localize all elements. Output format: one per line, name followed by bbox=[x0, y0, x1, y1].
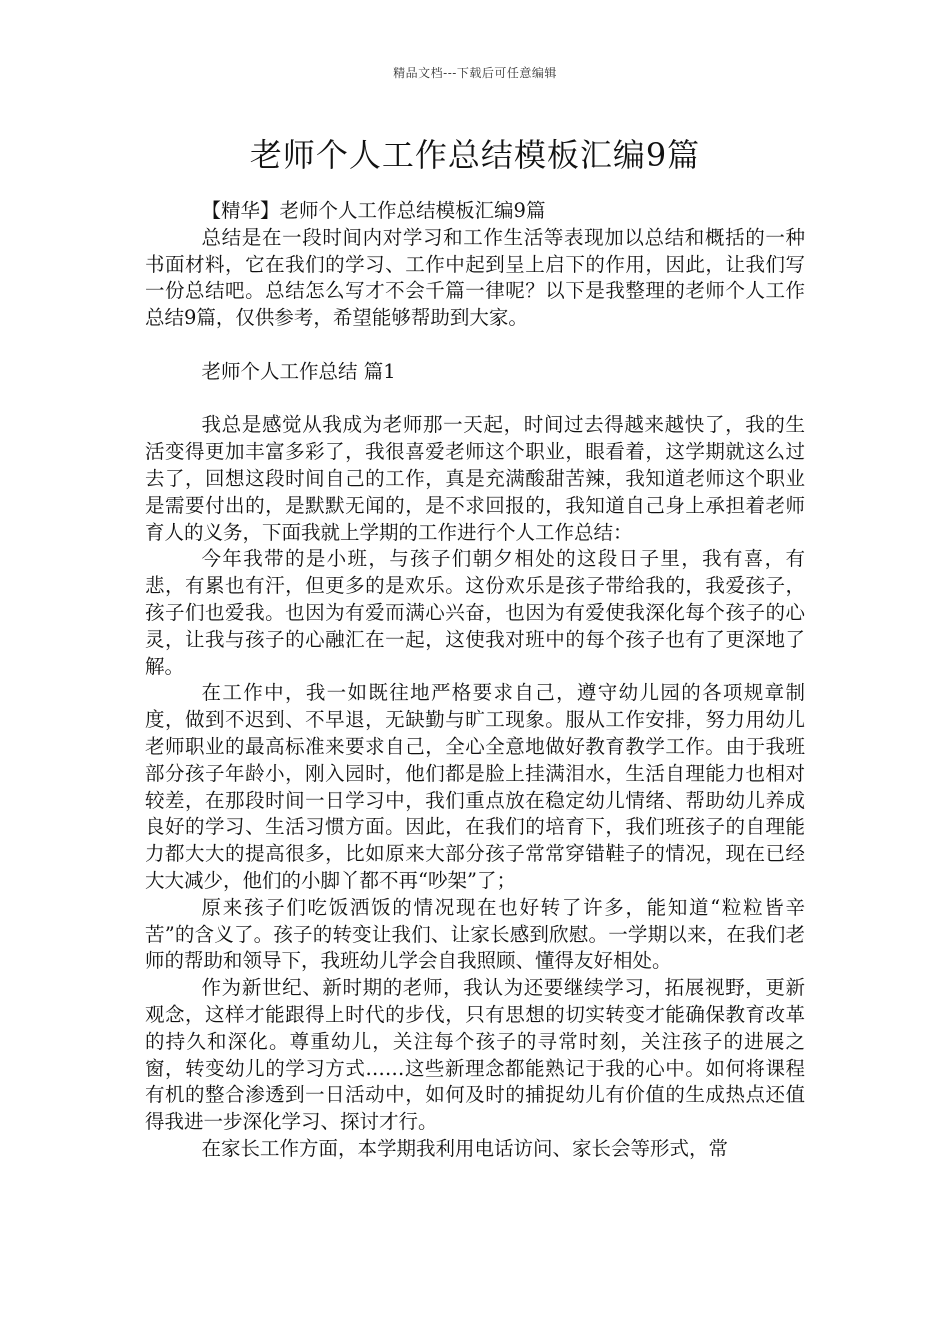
document-title: 老师个人工作总结模板汇编9篇 bbox=[249, 136, 701, 174]
intro-line: 【精华】老师个人工作总结模板汇编9篇 bbox=[201, 199, 546, 222]
body-paragraph: 作为新世纪、新时期的老师，我认为还要继续学习，拓展视野，更新观念，这样才能跟得上时代的步伐，只有思想的切实转变才能确保教育改革的持久和深化。尊重幼儿，关注每个孩子的寻常时刻，关注孩子的进展之窗，转变幼儿的学习方式……这些新理念都能熟记于我的心中。如何将课程有机的整合渗透到一日活动中，如何及时的捕捉幼儿有价值的生成热点还值得我进一步深化学习、探讨才行。 bbox=[145, 976, 805, 1134]
body-paragraph: 今年我带的是小班，与孩子们朝夕相处的这段日子里，我有喜，有悲，有累也有汗，但更多的是欢乐。这份欢乐是孩子带给我的，我爱孩子，孩子们也爱我。也因为有爱而满心兴奋，也因为有爱使我深化每个孩子的心灵，让我与孩子的心融汇在一起，这使我对班中的每个孩子也有了更深地了解。 bbox=[145, 547, 805, 678]
document-body bbox=[145, 198, 805, 1163]
body-paragraph: 我总是感觉从我成为老师那一天起，时间过去得越来越快了，我的生活变得更加丰富多彩了，我很喜爱老师这个职业，眼看着，这学期就这么过去了，回想这段时间自己的工作，真是充满酸甜苦辣，我知道老师这个职业是需要付出的，是默默无闻的，是不求回报的，我知道自己身上承担着老师育人的义务，下面我就上学期的工作进行个人工作总结： bbox=[145, 413, 805, 544]
section-heading: 老师个人工作总结 篇1 bbox=[201, 359, 396, 383]
body-paragraph: 原来孩子们吃饭洒饭的情况现在也好转了许多，能知道“粒粒皆辛苦”的含义了。孩子的转变让我们、让家长感到欣慰。一学期以来，在我们老师的帮助和领导下，我班幼儿学会自我照顾、懂得友好相处。 bbox=[145, 895, 805, 973]
spacer bbox=[145, 386, 805, 413]
body-paragraph: 在工作中，我一如既往地严格要求自己，遵守幼儿园的各项规章制度，做到不迟到、不早退，无缺勤与旷工现象。服从工作安排，努力用幼儿老师职业的最高标准来要求自己，全心全意地做好教育教学工作。由于我班部分孩子年龄小，刚入园时，他们都是脸上挂满泪水，生活自理能力也相对较差，在那段时间一日学习中，我们重点放在稳定幼儿情绪、帮助幼儿养成良好的学习、生活习惯方面。因此，在我们的培育下，我们班孩子的自理能力都大大的提高很多，比如原来大部分孩子常常穿错鞋子的情况，现在已经大大减少，他们的小脚丫都不再“吵架”了； bbox=[145, 681, 805, 892]
intro-paragraph: 总结是在一段时间内对学习和工作生活等表现加以总结和概括的一种书面材料，它在我们的学习、工作中起到呈上启下的作用，因此，让我们写一份总结吧。总结怎么写才不会千篇一律呢？以下是我整理的老师个人工作总结9篇，仅供参考，希望能够帮助到大家。 bbox=[145, 225, 805, 330]
spacer bbox=[145, 332, 805, 359]
running-header: 精品文档---下载后可任意编辑 bbox=[393, 66, 557, 80]
body-paragraph: 在家长工作方面，本学期我利用电话访问、家长会等形式，常 bbox=[201, 1136, 729, 1160]
